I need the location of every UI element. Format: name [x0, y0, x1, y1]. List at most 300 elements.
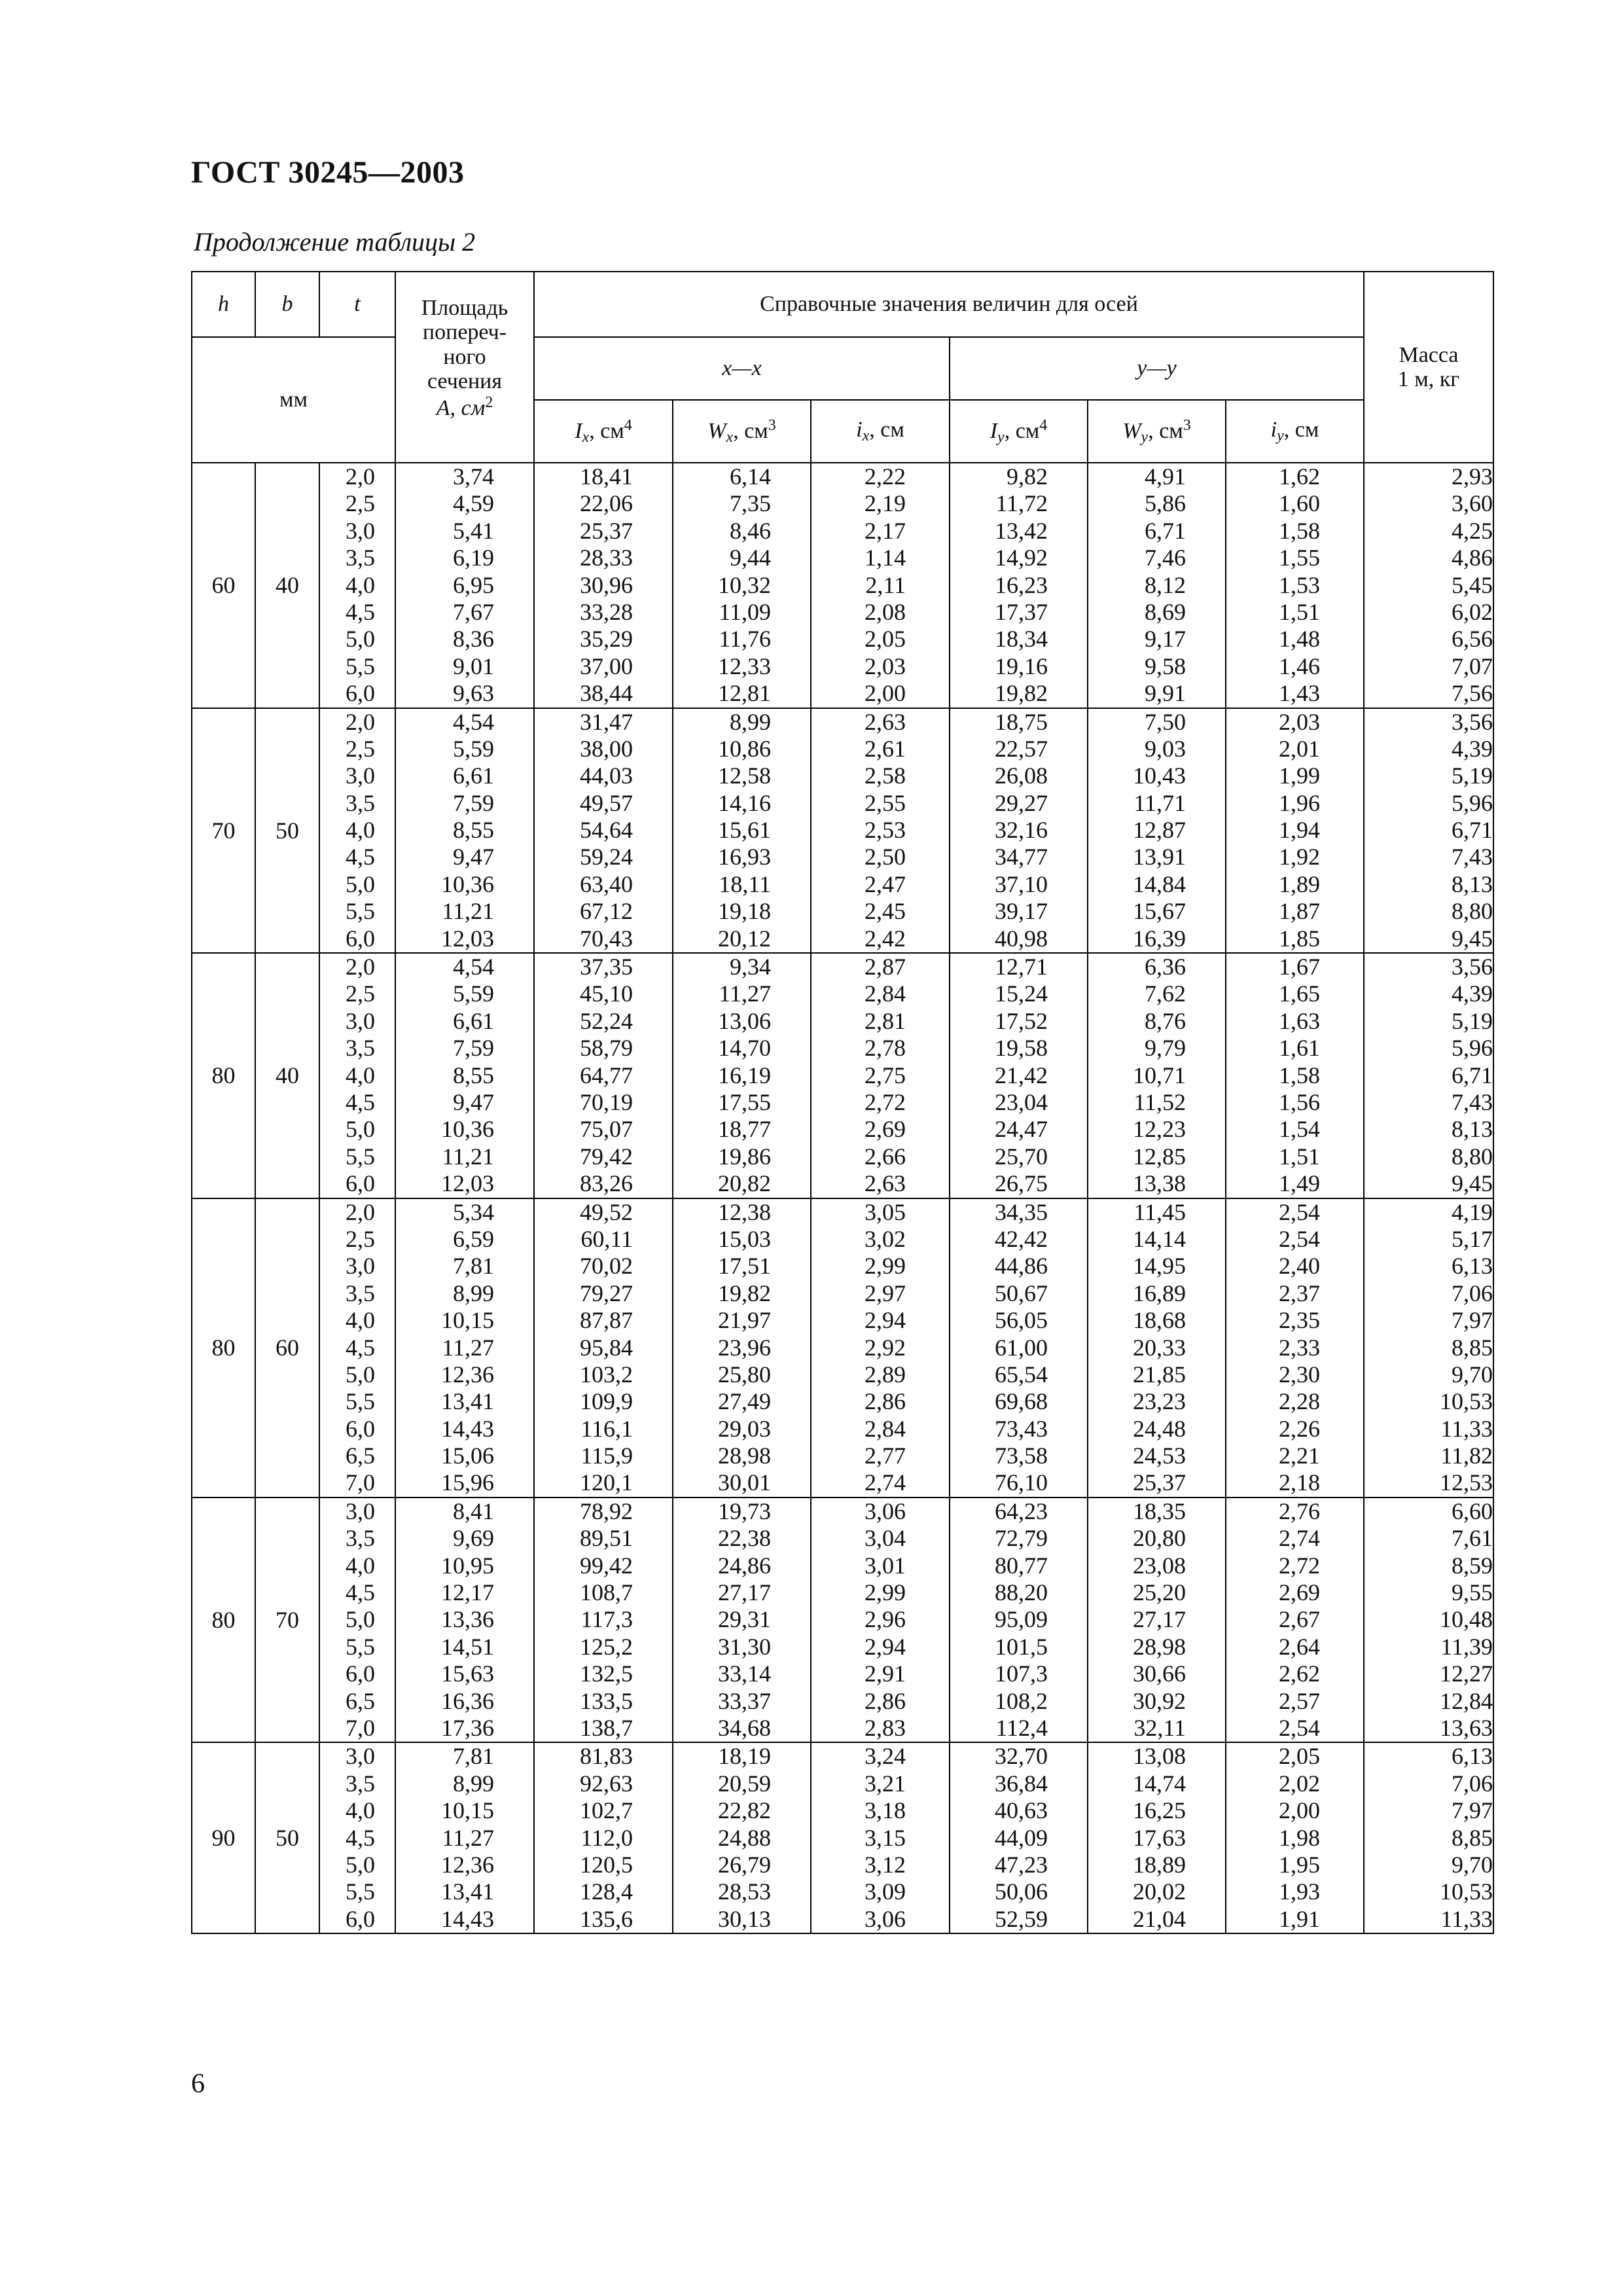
- cell-Wx: 8,99: [730, 708, 771, 735]
- cell-Iy: 108,2: [995, 1687, 1048, 1714]
- header-area-line4: сечения: [427, 369, 502, 394]
- cell-h: 70: [192, 708, 255, 954]
- cell-iy: 1,60: [1279, 490, 1321, 517]
- cell-Ix: 102,7: [580, 1797, 633, 1824]
- cell-mass: 4,39: [1452, 735, 1493, 762]
- cell-Wy: 18,35: [1133, 1498, 1186, 1524]
- cell-Wx: 19,86: [718, 1143, 771, 1170]
- table-row-group: [192, 1498, 1493, 1743]
- cell-A: 12,36: [441, 1851, 494, 1878]
- cell-mass: 8,13: [1452, 1116, 1493, 1143]
- cell-t: 2,5: [346, 1225, 375, 1252]
- cell-t: 2,5: [346, 490, 375, 517]
- cell-t: 6,0: [346, 1905, 375, 1932]
- cell-t: 4,5: [346, 1824, 375, 1851]
- cell-A: 11,21: [442, 1143, 494, 1170]
- cell-ix: 2,58: [865, 762, 906, 789]
- cell-A: 13,41: [441, 1878, 494, 1905]
- cell-ix: 2,75: [865, 1062, 906, 1088]
- cell-Iy: 39,17: [995, 898, 1048, 925]
- cell-Iy: 24,47: [995, 1116, 1048, 1143]
- cell-t: 5,0: [346, 1851, 375, 1878]
- cell-Wy: 13,38: [1133, 1170, 1186, 1197]
- cell-Iy: 88,20: [995, 1579, 1048, 1606]
- cell-Iy: 73,58: [995, 1443, 1048, 1469]
- column-Iy: [950, 1742, 1088, 1933]
- cell-t: 6,5: [346, 1443, 375, 1469]
- cell-mass: 6,56: [1452, 626, 1493, 653]
- cell-Wy: 16,89: [1133, 1280, 1186, 1306]
- cell-mass: 6,02: [1452, 598, 1493, 625]
- cell-Iy: 95,09: [995, 1606, 1048, 1633]
- header-t: t: [319, 272, 395, 337]
- cell-Ix: 60,11: [580, 1225, 633, 1252]
- cell-A: 8,55: [453, 1062, 494, 1088]
- cell-mass: 10,48: [1440, 1606, 1493, 1633]
- column-Iy: [950, 463, 1088, 708]
- cell-ix: 2,89: [865, 1361, 906, 1388]
- cell-Wx: 14,16: [718, 789, 771, 816]
- cell-ix: 3,02: [865, 1225, 906, 1252]
- column-Iy: [950, 953, 1088, 1198]
- cell-A: 7,81: [453, 1253, 494, 1280]
- cell-mass: 9,70: [1452, 1361, 1493, 1388]
- cell-ix: 2,74: [865, 1469, 906, 1496]
- cell-Ix: 37,35: [580, 954, 633, 980]
- cell-Wx: 18,19: [718, 1743, 771, 1770]
- cell-A: 8,99: [453, 1770, 494, 1797]
- column-t: [319, 1198, 395, 1498]
- cell-mass: 4,25: [1452, 517, 1493, 544]
- cell-mass: 4,86: [1452, 545, 1493, 571]
- cell-Wy: 14,14: [1133, 1225, 1186, 1252]
- cell-t: 5,5: [346, 1633, 375, 1660]
- cell-Wx: 26,79: [718, 1851, 771, 1878]
- column-iy: [1226, 1498, 1364, 1743]
- cell-Wy: 18,89: [1133, 1851, 1186, 1878]
- cell-mass: 6,71: [1452, 817, 1493, 844]
- cell-t: 4,0: [346, 1307, 375, 1334]
- cell-Wy: 28,98: [1133, 1633, 1186, 1660]
- column-Wy: [1088, 1498, 1226, 1743]
- cell-Wx: 13,06: [718, 1007, 771, 1034]
- cell-mass: 7,97: [1452, 1797, 1493, 1824]
- cell-iy: 1,67: [1279, 954, 1321, 980]
- column-Iy: [950, 1198, 1088, 1498]
- cell-Ix: 138,7: [580, 1714, 633, 1741]
- cell-Wx: 20,59: [718, 1770, 771, 1797]
- cell-h: 80: [192, 953, 255, 1198]
- cell-ix: 3,06: [865, 1905, 906, 1932]
- cell-Iy: 19,82: [995, 680, 1048, 707]
- cell-A: 5,34: [453, 1198, 494, 1225]
- cell-Wy: 20,80: [1133, 1525, 1186, 1552]
- cell-mass: 12,53: [1440, 1469, 1493, 1496]
- cell-iy: 1,49: [1279, 1170, 1321, 1197]
- cell-Iy: 26,75: [995, 1170, 1048, 1197]
- cell-Iy: 64,23: [995, 1498, 1048, 1524]
- cell-Wy: 14,84: [1133, 870, 1186, 897]
- cell-Ix: 70,02: [580, 1253, 633, 1280]
- cell-Iy: 22,57: [995, 735, 1048, 762]
- cell-mass: 6,71: [1452, 1062, 1493, 1088]
- cell-A: 16,36: [441, 1687, 494, 1714]
- cell-iy: 1,65: [1279, 980, 1321, 1007]
- cell-ix: 2,53: [865, 817, 906, 844]
- cell-t: 3,0: [346, 1743, 375, 1770]
- cell-Wx: 12,38: [718, 1198, 771, 1225]
- cell-iy: 2,30: [1279, 1361, 1321, 1388]
- column-iy: [1226, 708, 1364, 954]
- cell-Wx: 10,32: [718, 571, 771, 598]
- cell-Wy: 9,91: [1145, 680, 1186, 707]
- header-mm: мм: [192, 337, 395, 463]
- cell-A: 11,27: [442, 1824, 494, 1851]
- cell-Ix: 79,27: [580, 1280, 633, 1306]
- cell-ix: 3,01: [865, 1552, 906, 1579]
- cell-Iy: 52,59: [995, 1905, 1048, 1932]
- column-Wy: [1088, 708, 1226, 954]
- cell-Iy: 13,42: [995, 517, 1048, 544]
- cell-iy: 2,28: [1279, 1388, 1321, 1415]
- document-title: ГОСТ 30245—2003: [191, 155, 465, 190]
- cell-A: 13,36: [441, 1606, 494, 1633]
- cell-A: 12,03: [441, 1170, 494, 1197]
- cell-A: 9,69: [453, 1525, 494, 1552]
- cell-iy: 2,54: [1279, 1225, 1321, 1252]
- cell-mass: 3,56: [1452, 954, 1493, 980]
- header-area-line3: ного: [443, 344, 486, 369]
- cell-Ix: 38,00: [580, 735, 633, 762]
- cell-Wy: 9,79: [1145, 1035, 1186, 1062]
- cell-Iy: 29,27: [995, 789, 1048, 816]
- column-A: [395, 463, 534, 708]
- cell-A: 9,63: [453, 680, 494, 707]
- cell-Iy: 76,10: [995, 1469, 1048, 1496]
- cell-Wx: 22,82: [718, 1797, 771, 1824]
- cell-Wx: 28,98: [718, 1443, 771, 1469]
- cell-b: 50: [255, 1742, 319, 1933]
- cell-Wy: 30,92: [1133, 1687, 1186, 1714]
- cell-ix: 2,77: [865, 1443, 906, 1469]
- cell-Wx: 15,61: [718, 817, 771, 844]
- cell-A: 10,95: [441, 1552, 494, 1579]
- cell-A: 11,21: [442, 898, 494, 925]
- cell-A: 15,96: [441, 1469, 494, 1496]
- cell-t: 3,5: [346, 1035, 375, 1062]
- cell-A: 10,36: [441, 870, 494, 897]
- cell-t: 3,0: [346, 1498, 375, 1524]
- cell-ix: 2,97: [865, 1280, 906, 1306]
- cell-mass: 7,43: [1452, 844, 1493, 870]
- column-Wy: [1088, 1198, 1226, 1498]
- cell-t: 3,5: [346, 789, 375, 816]
- cell-ix: 2,19: [865, 490, 906, 517]
- cell-t: 3,0: [346, 1007, 375, 1034]
- cell-ix: 2,92: [865, 1334, 906, 1361]
- cell-iy: 1,98: [1279, 1824, 1321, 1851]
- cell-t: 4,0: [346, 571, 375, 598]
- cell-ix: 2,84: [865, 980, 906, 1007]
- cell-Wy: 24,53: [1133, 1443, 1186, 1469]
- cell-A: 10,15: [441, 1797, 494, 1824]
- cell-Ix: 116,1: [580, 1415, 633, 1442]
- cell-iy: 2,33: [1279, 1334, 1321, 1361]
- cell-t: 2,0: [346, 708, 375, 735]
- cell-Wy: 6,71: [1145, 517, 1186, 544]
- cell-Ix: 109,9: [580, 1388, 633, 1415]
- cell-t: 3,5: [346, 545, 375, 571]
- cell-ix: 2,17: [865, 517, 906, 544]
- header-h: h: [192, 272, 255, 337]
- cell-Ix: 35,29: [580, 626, 633, 653]
- cell-ix: 2,47: [865, 870, 906, 897]
- cell-Wy: 11,71: [1133, 789, 1186, 816]
- cell-ix: 3,05: [865, 1198, 906, 1225]
- cell-Wy: 25,20: [1133, 1579, 1186, 1606]
- cell-iy: 1,95: [1279, 1851, 1321, 1878]
- cell-Ix: 63,40: [580, 870, 633, 897]
- cell-mass: 13,63: [1440, 1714, 1493, 1741]
- cell-mass: 9,45: [1452, 1170, 1493, 1197]
- cell-h: 80: [192, 1198, 255, 1498]
- cell-A: 14,43: [441, 1905, 494, 1932]
- cell-A: 17,36: [441, 1714, 494, 1741]
- cell-Wx: 29,31: [718, 1606, 771, 1633]
- cell-t: 6,0: [346, 1415, 375, 1442]
- cell-t: 6,0: [346, 925, 375, 952]
- cell-Wy: 12,85: [1133, 1143, 1186, 1170]
- cell-Ix: 135,6: [580, 1905, 633, 1932]
- cell-Ix: 120,5: [580, 1851, 633, 1878]
- cell-iy: 1,56: [1279, 1088, 1321, 1115]
- cell-Ix: 22,06: [580, 490, 633, 517]
- cell-A: 12,03: [441, 925, 494, 952]
- cell-Wx: 18,11: [719, 870, 771, 897]
- cell-ix: 2,96: [865, 1606, 906, 1633]
- cell-Wx: 10,86: [718, 735, 771, 762]
- column-t: [319, 953, 395, 1198]
- cell-Wy: 18,68: [1133, 1307, 1186, 1334]
- cell-iy: 2,01: [1279, 735, 1321, 762]
- cell-iy: 1,94: [1279, 817, 1321, 844]
- cell-ix: 2,08: [865, 598, 906, 625]
- cell-Wx: 9,44: [730, 545, 771, 571]
- column-Wx: [673, 1742, 811, 1933]
- cell-mass: 8,80: [1452, 898, 1493, 925]
- cell-Wy: 8,69: [1145, 598, 1186, 625]
- cell-h: 90: [192, 1742, 255, 1933]
- cell-A: 9,47: [453, 1088, 494, 1115]
- cell-mass: 12,27: [1440, 1660, 1493, 1687]
- header-area-line2: попереч-: [422, 320, 507, 345]
- cell-Iy: 107,3: [995, 1660, 1048, 1687]
- cell-ix: 2,83: [865, 1714, 906, 1741]
- cell-ix: 2,94: [865, 1633, 906, 1660]
- cell-t: 3,5: [346, 1770, 375, 1797]
- cell-t: 4,5: [346, 1088, 375, 1115]
- cell-t: 2,5: [346, 980, 375, 1007]
- cell-Ix: 31,47: [580, 708, 633, 735]
- cell-Wy: 15,67: [1133, 898, 1186, 925]
- cell-iy: 1,93: [1279, 1878, 1321, 1905]
- cell-mass: 8,59: [1452, 1552, 1493, 1579]
- cell-iy: 2,03: [1279, 708, 1321, 735]
- cell-Iy: 56,05: [995, 1307, 1048, 1334]
- cell-t: 5,5: [346, 1878, 375, 1905]
- cell-b: 40: [255, 463, 319, 708]
- column-Ix: [534, 463, 673, 708]
- cell-Wx: 33,14: [718, 1660, 771, 1687]
- cell-Iy: 42,42: [995, 1225, 1048, 1252]
- cell-Wy: 7,46: [1145, 545, 1186, 571]
- cell-t: 4,5: [346, 1334, 375, 1361]
- cell-t: 2,0: [346, 1198, 375, 1225]
- cell-iy: 1,51: [1279, 1143, 1321, 1170]
- cell-iy: 2,57: [1279, 1687, 1321, 1714]
- cell-Wx: 12,81: [718, 680, 771, 707]
- cell-A: 7,59: [453, 1035, 494, 1062]
- cell-ix: 2,78: [865, 1035, 906, 1062]
- cell-Wx: 18,77: [718, 1116, 771, 1143]
- cell-mass: 4,19: [1452, 1198, 1493, 1225]
- cell-t: 3,5: [346, 1280, 375, 1306]
- cell-Wy: 16,39: [1133, 925, 1186, 952]
- cell-Ix: 30,96: [580, 571, 633, 598]
- cell-A: 6,59: [453, 1225, 494, 1252]
- cell-mass: 9,70: [1452, 1851, 1493, 1878]
- cell-ix: 2,42: [865, 925, 906, 952]
- cell-Wy: 13,91: [1133, 844, 1186, 870]
- header-mass-line2: 1 м, кг: [1397, 367, 1460, 391]
- column-Wy: [1088, 953, 1226, 1198]
- cell-Wx: 30,01: [718, 1469, 771, 1496]
- cell-A: 11,27: [442, 1334, 494, 1361]
- cell-Wy: 8,76: [1145, 1007, 1186, 1034]
- column-t: [319, 1498, 395, 1743]
- cell-iy: 2,62: [1279, 1660, 1321, 1687]
- cell-Iy: 23,04: [995, 1088, 1048, 1115]
- table-row-group: [192, 1198, 1493, 1498]
- cell-Ix: 67,12: [580, 898, 633, 925]
- cell-t: 5,0: [346, 1606, 375, 1633]
- cell-iy: 1,58: [1279, 1062, 1321, 1088]
- cell-Ix: 38,44: [580, 680, 633, 707]
- cell-Wy: 11,52: [1133, 1088, 1186, 1115]
- cell-Ix: 64,77: [580, 1062, 633, 1088]
- cell-iy: 1,54: [1279, 1116, 1321, 1143]
- cell-mass: 5,17: [1452, 1225, 1493, 1252]
- table-row-group: [192, 953, 1493, 1198]
- cell-Ix: 117,3: [580, 1606, 633, 1633]
- cell-Wx: 31,30: [718, 1633, 771, 1660]
- cell-iy: 1,48: [1279, 626, 1321, 653]
- cell-Ix: 18,41: [580, 463, 633, 490]
- column-Iy: [950, 708, 1088, 954]
- cell-Wy: 23,23: [1133, 1388, 1186, 1415]
- cell-Wx: 24,88: [718, 1824, 771, 1851]
- cell-Ix: 49,57: [580, 789, 633, 816]
- cell-iy: 1,55: [1279, 545, 1321, 571]
- header-area: [395, 272, 534, 463]
- cell-mass: 6,13: [1452, 1253, 1493, 1280]
- cell-mass: 11,39: [1440, 1633, 1493, 1660]
- cell-Wx: 11,09: [719, 598, 771, 625]
- cell-Iy: 34,77: [995, 844, 1048, 870]
- profile-table: [191, 271, 1494, 1934]
- cell-Wy: 14,95: [1133, 1253, 1186, 1280]
- cell-Wx: 12,33: [718, 653, 771, 679]
- cell-mass: 6,13: [1452, 1743, 1493, 1770]
- cell-ix: 2,66: [865, 1143, 906, 1170]
- cell-A: 4,54: [453, 708, 494, 735]
- cell-b: 60: [255, 1198, 319, 1498]
- cell-Ix: 120,1: [580, 1469, 633, 1496]
- cell-Wy: 11,45: [1133, 1198, 1186, 1225]
- cell-ix: 2,50: [865, 844, 906, 870]
- column-Wx: [673, 1498, 811, 1743]
- cell-Ix: 37,00: [580, 653, 633, 679]
- cell-Iy: 14,92: [995, 545, 1048, 571]
- cell-ix: 2,63: [865, 1170, 906, 1197]
- cell-Iy: 32,16: [995, 817, 1048, 844]
- cell-iy: 2,35: [1279, 1307, 1321, 1334]
- cell-Iy: 40,98: [995, 925, 1048, 952]
- cell-Wx: 24,86: [718, 1552, 771, 1579]
- cell-b: 40: [255, 953, 319, 1198]
- cell-mass: 10,53: [1440, 1878, 1493, 1905]
- cell-iy: 2,21: [1279, 1443, 1321, 1469]
- column-mass: [1364, 1198, 1493, 1498]
- page-number: 6: [191, 2069, 205, 2099]
- cell-t: 4,0: [346, 1062, 375, 1088]
- cell-iy: 1,89: [1279, 870, 1321, 897]
- header-Wy: $W_y$, $см^3$: [1088, 400, 1226, 463]
- cell-mass: 7,07: [1452, 653, 1493, 679]
- column-ix: [811, 463, 950, 708]
- cell-A: 12,17: [441, 1579, 494, 1606]
- cell-ix: 2,86: [865, 1687, 906, 1714]
- cell-A: 5,59: [453, 980, 494, 1007]
- cell-iy: 1,61: [1279, 1035, 1321, 1062]
- cell-Wy: 10,43: [1133, 762, 1186, 789]
- table-row-group: [192, 463, 1493, 708]
- cell-Ix: 125,2: [580, 1633, 633, 1660]
- cell-ix: 2,72: [865, 1088, 906, 1115]
- table-caption: Продолжение таблицы 2: [194, 227, 476, 257]
- cell-iy: 2,18: [1279, 1469, 1321, 1496]
- cell-mass: 9,45: [1452, 925, 1493, 952]
- cell-Ix: 87,87: [580, 1307, 633, 1334]
- cell-A: 8,99: [453, 1280, 494, 1306]
- cell-Wy: 7,62: [1145, 980, 1186, 1007]
- cell-t: 4,0: [346, 1797, 375, 1824]
- column-mass: [1364, 1742, 1493, 1933]
- cell-h: 60: [192, 463, 255, 708]
- cell-t: 7,0: [346, 1714, 375, 1741]
- cell-Wx: 15,03: [718, 1225, 771, 1252]
- cell-Ix: 133,5: [580, 1687, 633, 1714]
- cell-Wx: 20,12: [718, 925, 771, 952]
- cell-Iy: 26,08: [995, 762, 1048, 789]
- cell-Iy: 69,68: [995, 1388, 1048, 1415]
- cell-A: 10,15: [441, 1307, 494, 1334]
- cell-Ix: 112,0: [580, 1824, 633, 1851]
- cell-t: 4,0: [346, 817, 375, 844]
- cell-Ix: 33,28: [580, 598, 633, 625]
- cell-iy: 2,37: [1279, 1280, 1321, 1306]
- cell-A: 7,81: [453, 1743, 494, 1770]
